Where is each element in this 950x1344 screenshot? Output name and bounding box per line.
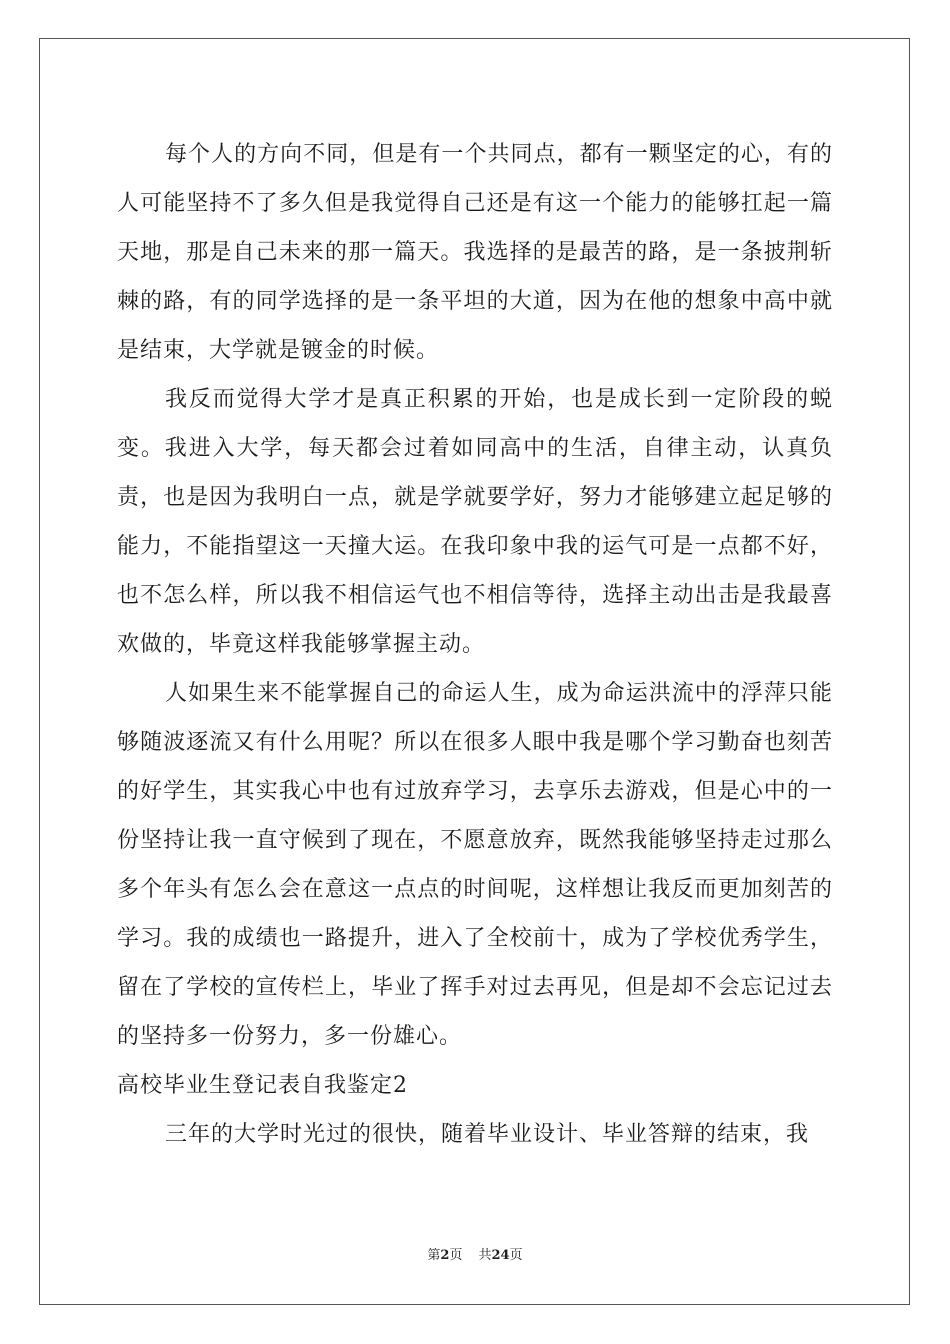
section-heading: 高校毕业生登记表自我鉴定2	[117, 1073, 408, 1098]
paragraph-2: 我反而觉得大学才是真正积累的开始，也是成长到一定阶段的蜕变。我进入大学，每天都会过着如同高中的生活，自律主动，认真负责，也是因为我明白一点，就是学就要学好，努力才能够建立起足够的能力，不能指望这一天撞大运。在我印象中我的运气可是一点都不好，也不怎么样，所以我不相信运气也不相信等待，选择主动出击是我最喜欢做的，毕竟这样我能够掌握主动。	[117, 387, 833, 657]
paragraph-3: 人如果生来不能掌握自己的命运人生，成为命运洪流中的浮萍只能够随波逐流又有什么用呢？所以在很多人眼中我是哪个学习勤奋也刻苦的好学生，其实我心中也有过放弃学习，去享乐去游戏，但是心中的一份坚持让我一直守候到了现在，不愿意放弃，既然我能够坚持走过那么多个年头有怎么会在意这一点点的时间呢，这样想让我反而更加刻苦的学习。我的成绩也一路提升，进入了全校前十，成为了学校优秀学生，留在了学校的宣传栏上，毕业了挥手对过去再见，但是却不会忘记过去的坚持多一份努力，多一份雄心。	[117, 681, 833, 1049]
total-pages: 24	[491, 1248, 510, 1263]
total-suffix: 页	[509, 1248, 523, 1263]
page-prefix: 第	[427, 1248, 441, 1263]
document-body	[117, 130, 833, 1159]
page-number: 2	[440, 1248, 450, 1263]
total-prefix: 共	[478, 1248, 492, 1263]
paragraph-4: 三年的大学时光过的很快，随着毕业设计、毕业答辩的结束，我	[165, 1122, 810, 1147]
page-footer	[0, 1244, 950, 1263]
paragraph-1: 每个人的方向不同，但是有一个共同点，都有一颗坚定的心，有的人可能坚持不了多久但是我觉得自己还是有这一个能力的能够扛起一篇天地，那是自己未来的那一篇天。我选择的是最苦的路，是一条披荆斩棘的路，有的同学选择的是一条平坦的大道，因为在他的想象中高中就是结束，大学就是镀金的时候。	[117, 142, 833, 363]
page-suffix: 页	[449, 1248, 463, 1263]
